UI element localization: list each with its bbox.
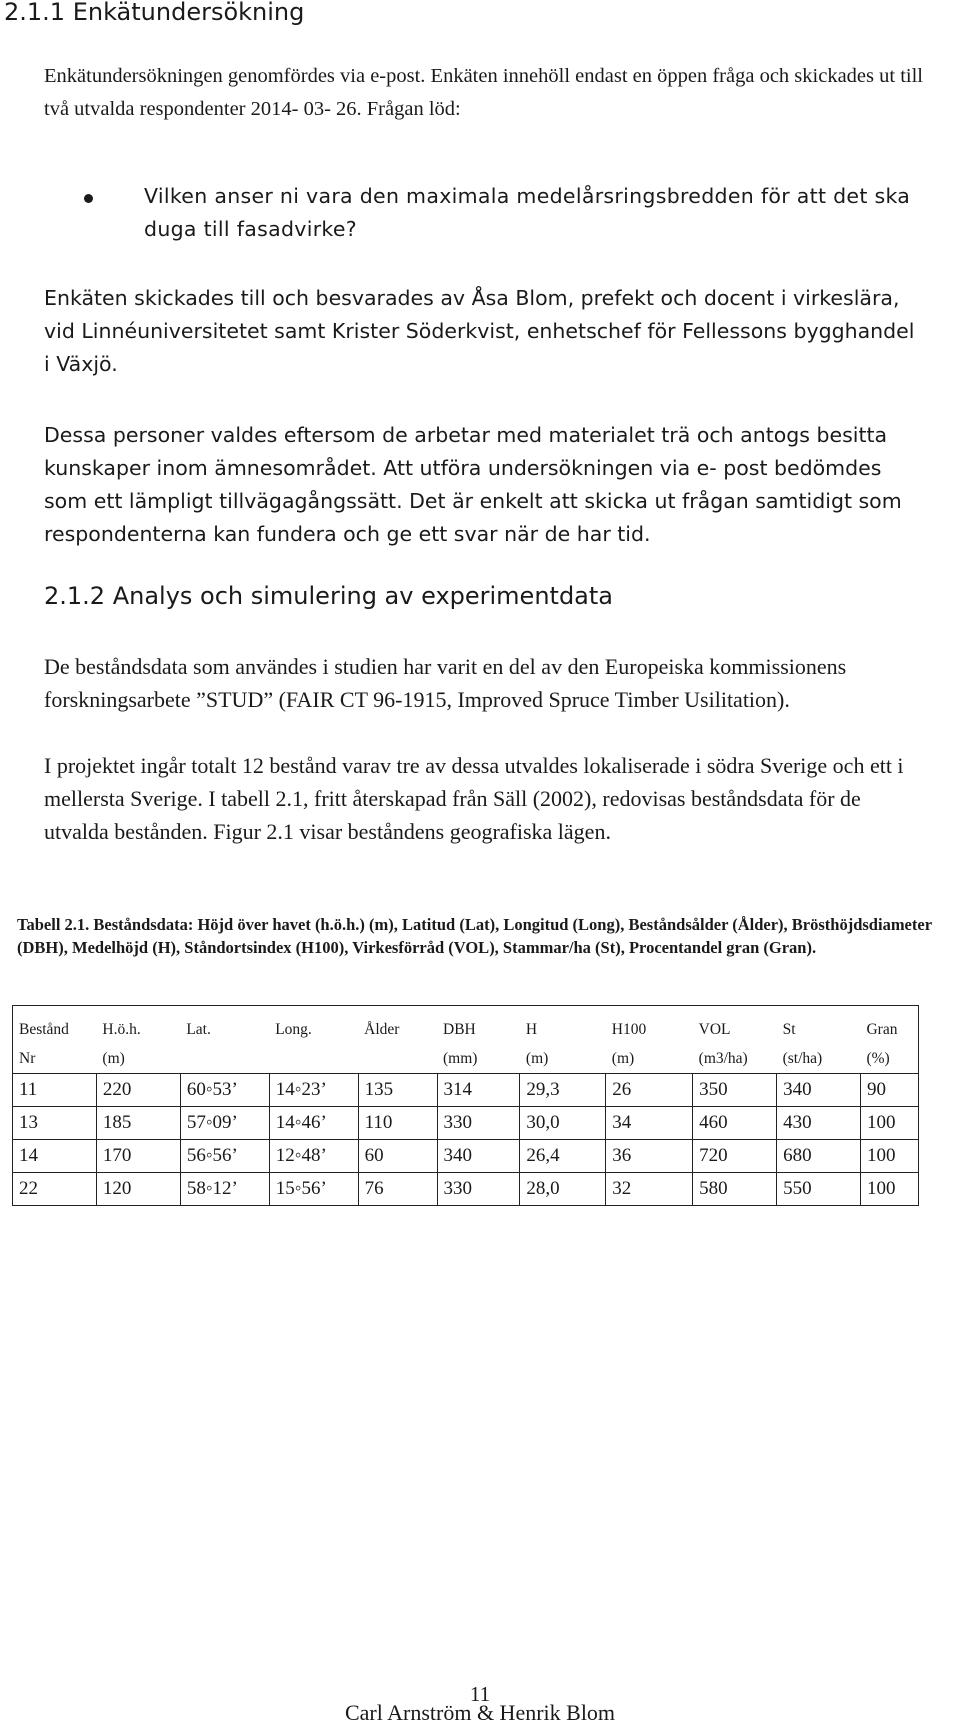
table-cell: 100 bbox=[860, 1140, 918, 1173]
footer-authors: Carl Arnström & Henrik Blom bbox=[344, 1700, 616, 1725]
table-cell: 580 bbox=[693, 1173, 777, 1206]
unit-cell: (m) bbox=[611, 1049, 635, 1067]
table-row bbox=[13, 1173, 919, 1206]
table-cell: 36 bbox=[606, 1140, 693, 1173]
table-cell: 170 bbox=[96, 1140, 180, 1173]
table-cell: 34 bbox=[606, 1107, 693, 1140]
table-caption: Tabell 2.1. Beståndsdata: Höjd över havet (h.ö.h.) (m), Latitud (Lat), Longitud (Long), Beståndsålder (Ålder), Brösthöjdsdiameter (DBH), Medelhöjd (H), Ståndortsindex (H100), Virkesförråd (VOL), Stammar/ha (St), Procentandel gran (Gran). bbox=[17, 915, 932, 957]
table-cell: 135 bbox=[358, 1074, 437, 1107]
table-cell: 100 bbox=[860, 1173, 918, 1206]
table-cell: 14 bbox=[13, 1140, 97, 1173]
table-row bbox=[13, 1140, 919, 1173]
table-cell: 32 bbox=[606, 1173, 693, 1206]
table-cell: 56◦56’ bbox=[180, 1140, 269, 1173]
table-row bbox=[13, 1074, 919, 1107]
table-cell: 330 bbox=[437, 1107, 520, 1140]
table-cell: 57◦09’ bbox=[180, 1107, 269, 1140]
table-cell: 340 bbox=[437, 1140, 520, 1173]
header-cell: DBH bbox=[437, 1006, 520, 1045]
table-cell: 58◦12’ bbox=[180, 1173, 269, 1206]
table-cell: 314 bbox=[437, 1074, 520, 1107]
table-header-row-2 bbox=[13, 1044, 919, 1074]
table-cell: 550 bbox=[777, 1173, 861, 1206]
unit-cell: (st/ha) bbox=[782, 1049, 823, 1067]
survey-question: Vilken anser ni vara den maximala medelårsringsbredden för att det ska duga till fasadvirke? bbox=[144, 184, 911, 241]
header-cell: H100 bbox=[606, 1006, 693, 1045]
table-row bbox=[13, 1107, 919, 1140]
table-cell: 13 bbox=[13, 1107, 97, 1140]
unit-cell: (m) bbox=[102, 1049, 125, 1067]
table-cell: 60 bbox=[358, 1140, 437, 1173]
stand-data-table bbox=[12, 1005, 919, 1206]
unit-cell bbox=[269, 1044, 358, 1074]
section-heading-enkatundersokning: 2.1.1 Enkätundersökning bbox=[4, 0, 305, 26]
header-cell: Ålder bbox=[358, 1006, 437, 1045]
table-cell: 680 bbox=[777, 1140, 861, 1173]
table-cell: 330 bbox=[437, 1173, 520, 1206]
header-cell: Lat. bbox=[180, 1006, 269, 1045]
header-cell: Bestånd bbox=[13, 1006, 97, 1045]
table-header-row-1 bbox=[13, 1006, 919, 1045]
table-cell: 26 bbox=[606, 1074, 693, 1107]
section-heading-analys: 2.1.2 Analys och simulering av experimentdata bbox=[44, 582, 614, 610]
table-cell: 14◦46’ bbox=[269, 1107, 358, 1140]
table-cell: 120 bbox=[96, 1173, 180, 1206]
header-cell: Long. bbox=[269, 1006, 358, 1045]
header-cell: H bbox=[520, 1006, 606, 1045]
table-cell: 29,3 bbox=[520, 1074, 606, 1107]
page-number: 11 bbox=[469, 1682, 491, 1706]
table-cell: 22 bbox=[13, 1173, 97, 1206]
table-cell: 28,0 bbox=[520, 1173, 606, 1206]
method-paragraph: Dessa personer valdes eftersom de arbetar med materialet trä och antogs besitta kunskaper inom ämnesområdet. Att utföra undersökningen via e- post bedömdes som ett lämpligt tillvägagångssätt. Det är enkelt att skicka ut frågan samtidigt som respondenterna kan fundera och ge ett svar när de har tid. bbox=[44, 423, 902, 546]
table-cell: 720 bbox=[693, 1140, 777, 1173]
respondents-paragraph: Enkäten skickades till och besvarades av Åsa Blom, prefekt och docent i virkeslära, vid Linnéuniversitetet samt Krister Söderkvist, enhetschef för Fellessons bygghandel i Växjö. bbox=[44, 286, 915, 376]
table-cell: 26,4 bbox=[520, 1140, 606, 1173]
table-cell: 14◦23’ bbox=[269, 1074, 358, 1107]
table-cell: 60◦53’ bbox=[180, 1074, 269, 1107]
table-cell: 15◦56’ bbox=[269, 1173, 358, 1206]
table-cell: 11 bbox=[13, 1074, 97, 1107]
table-cell: 90 bbox=[860, 1074, 918, 1107]
header-cell: VOL bbox=[693, 1006, 777, 1045]
unit-cell: Nr bbox=[13, 1044, 97, 1074]
table-cell: 76 bbox=[358, 1173, 437, 1206]
table-cell: 110 bbox=[358, 1107, 437, 1140]
table-cell: 185 bbox=[96, 1107, 180, 1140]
intro-paragraph: Enkätundersökningen genomfördes via e-post. Enkäten innehöll endast en öppen fråga och skickades ut till två utvalda respondenter 2014- 03- 26. Frågan löd: bbox=[44, 65, 923, 120]
unit-cell: (m3/ha) bbox=[698, 1049, 748, 1067]
table-cell: 340 bbox=[777, 1074, 861, 1107]
stud-paragraph: De beståndsdata som användes i studien har varit en del av den Europeiska kommissionens forskningsarbete ”STUD” (FAIR CT 96-1915, Improved Spruce Timber Usilitation). bbox=[44, 654, 847, 712]
bullet-dot-icon bbox=[84, 194, 93, 203]
unit-cell: (m) bbox=[525, 1049, 549, 1067]
table-cell: 220 bbox=[96, 1074, 180, 1107]
table-cell: 12◦48’ bbox=[269, 1140, 358, 1173]
unit-cell bbox=[358, 1044, 437, 1074]
table-cell: 100 bbox=[860, 1107, 918, 1140]
unit-cell: (mm) bbox=[443, 1049, 478, 1067]
header-cell: H.ö.h. bbox=[96, 1006, 180, 1045]
table-cell: 430 bbox=[777, 1107, 861, 1140]
table-cell: 460 bbox=[693, 1107, 777, 1140]
header-cell: St bbox=[777, 1006, 861, 1045]
unit-cell: (%) bbox=[860, 1044, 918, 1074]
table-cell: 30,0 bbox=[520, 1107, 606, 1140]
bullet-list-item bbox=[44, 180, 924, 246]
project-paragraph: I projektet ingår totalt 12 bestånd varav tre av dessa utvaldes lokaliserade i södra Sverige och ett i mellersta Sverige. I tabell 2.1, fritt återskapad från Säll (2002), redovisas beståndsdata för de utvalda bestånden. Figur 2.1 visar beståndens geografiska lägen. bbox=[44, 753, 904, 844]
header-cell: Gran bbox=[860, 1006, 918, 1045]
table-cell: 350 bbox=[693, 1074, 777, 1107]
unit-cell bbox=[180, 1044, 269, 1074]
